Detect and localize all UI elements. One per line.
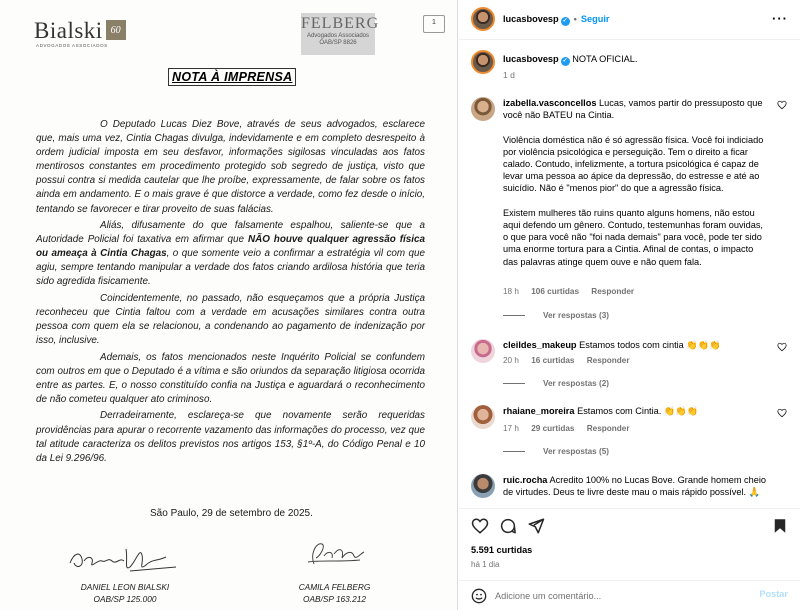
- comment-time: 20 h: [503, 356, 519, 365]
- avatar[interactable]: [471, 50, 495, 74]
- post-date: há 1 dia: [471, 560, 500, 569]
- like-comment-heart-icon[interactable]: [777, 100, 787, 110]
- comment-username[interactable]: rhaiane_moreira: [503, 406, 575, 416]
- view-replies-button[interactable]: Ver respostas (3): [503, 311, 609, 320]
- view-replies-button[interactable]: Ver respostas (5): [503, 447, 609, 456]
- paragraph: Derradeiramente, esclareça-se que novamente serão requeridas providências para apurar o recorrente vazamento das informações do processo, vez que tal atitude caracteriza os delitos previstos nos artigos 153, §1º-A, do Código Penal e 10 da Lei 9.296/96.: [36, 410, 425, 464]
- more-horizontal-icon[interactable]: ···: [772, 11, 788, 26]
- post-action-bar: [459, 508, 800, 538]
- avatar[interactable]: [471, 474, 495, 498]
- verified-badge-icon: ✓: [562, 58, 568, 64]
- follow-button[interactable]: Seguir: [580, 14, 610, 24]
- avatar[interactable]: [471, 405, 495, 429]
- verified-badge-icon: ✓: [562, 18, 568, 24]
- comment-likes[interactable]: 106 curtidas: [531, 287, 580, 296]
- reply-button[interactable]: Responder: [586, 356, 630, 365]
- post-comment-button[interactable]: Postar: [759, 589, 788, 599]
- reply-button[interactable]: Responder: [586, 424, 630, 433]
- bialski-logo: Bialski 60 ADVOGADOS ASSOCIADOS: [34, 20, 126, 42]
- header-username[interactable]: lucasbovesp: [503, 14, 559, 24]
- paragraph: Coincidentemente, no passado, não esqueçamos que a própria Justiça reconheceu que Cintia faltou com a verdade em acusações similares contra outra pessoa com quem ela se relacionou, a condenando ao pagamento de indenização por isso, inclusive.: [36, 292, 425, 347]
- paragraph: Aliás, difusamente do que falsamente espalhou, saliente-se que a Autoridade Policial foi taxativa em afirmar que NÃO houve qualquer agressão física ou ameaça à Cintia Chagas, o que somente veio a confirmar a estratégia vil com que agiu, sempre tentando manipular a verdade dos fatos criando ardilosa história que teria sido agredida fisicamente.: [36, 220, 426, 288]
- caption-username[interactable]: lucasbovesp: [503, 54, 559, 64]
- instagram-post-panel: lucasbovesp ✓ • Seguir ··· lucasbovesp ✓ NOTA OFICIAL. 1 d izabella.vasconcellos Lucas, vamos partir do pressuposto que você não BATEU na Cintia. Violência doméstica não é só agressão física. Você foi indiciado por violência psicológica e perseguição. Tem o direito a ficar calado. Contudo, infelizmente, a tortura psicológica é capaz de levar uma pessoa ao ápice da depressão, do estresse e até ao suicídio. Não é "menos pior" do que a agressão física. Existem mulheres tão ruins quanto alguns homens, não estou aqui defendo um gênero. Contudo, testemunhas foram ouvidas, o que para você não "foi nada demais" para você, pode ter sido uma enorme tortura para a Cintia. Afinal de contas, o impacto das palavras atinge quem ouve e não quem fala. 18 h 106 curtidas Responder Ver respostas (3) cleildes_makeup Estamos todos com cintia 👏👏👏 20 h 16 curtidas Responder Ver respostas (2) rhaiane_moreira Estamos com Cintia. 👏👏👏 17 h 29 curtidas Responder Ver respostas (5) ruic.rocha Acredito 100% no Lucas Bove. Grande homem cheio de virtudes. Deus te livre deste mau o mais rápido possível. 🙏 5.591 curtidas há 1 dia Adicione um comentário... Postar: [459, 0, 800, 610]
- paragraph: O Deputado Lucas Diez Bove, através de seus advogados, esclarece que, mais uma vez, Cintia Chagas divulga, indevidamente e em completo desrespeito à ordem judicial imposta em seu desfavor, informações sigilosas vinculadas aos fatos mentirosos constantes em procedimento protegido sob segredo de justiça, visto que possui contra si medida cautelar que lhe proíbe, expressamente, de falar sobre os fatos ainda em andamento. E o mais grave é que distorce a verdade, como fez desde o início, tentando se favorecer e tirar proveito de suas falácias.: [36, 119, 425, 215]
- comment-username[interactable]: cleildes_makeup: [503, 340, 577, 350]
- reply-button[interactable]: Responder: [591, 287, 635, 296]
- signer-block: CAMILA FELBERG OAB/SP 163.212: [298, 582, 371, 604]
- document-date: São Paulo, 29 de setembro de 2025.: [150, 508, 313, 519]
- comment-time: 18 h: [503, 287, 519, 296]
- caption-time: 1 d: [503, 70, 515, 80]
- paragraph: Ademais, os fatos mencionados neste Inquérito Policial se confundem com outros em que o Deputado é a vítima e são oriundos da separação litigiosa ocorrida entre as partes. E, o nosso constituído confia na Justiça e aguardará o reconhecimento de não cometeu qualquer ato criminoso.: [36, 351, 425, 405]
- page-number: 1: [423, 15, 445, 33]
- comment-time: 17 h: [503, 424, 519, 433]
- share-send-icon[interactable]: [527, 517, 545, 535]
- avatar[interactable]: [471, 97, 495, 121]
- emoji-smile-icon[interactable]: [471, 588, 487, 604]
- document-body: [36, 118, 425, 468]
- save-bookmark-icon[interactable]: [771, 517, 789, 535]
- comment-bubble-icon[interactable]: [499, 517, 517, 535]
- view-replies-button[interactable]: Ver respostas (2): [503, 379, 609, 388]
- signature-bialski: [66, 541, 186, 575]
- like-comment-heart-icon[interactable]: [777, 342, 787, 352]
- post-header: lucasbovesp ✓ • Seguir ···: [459, 0, 800, 40]
- add-comment-bar: [459, 580, 800, 610]
- signature-felberg: [300, 536, 370, 570]
- likes-count[interactable]: 5.591 curtidas: [471, 545, 533, 555]
- avatar[interactable]: [471, 7, 495, 31]
- comment-input[interactable]: [495, 588, 735, 604]
- caption-text: NOTA OFICIAL.: [572, 54, 638, 64]
- like-heart-icon[interactable]: [471, 517, 489, 535]
- comment-username[interactable]: ruic.rocha: [503, 475, 548, 485]
- like-comment-heart-icon[interactable]: [777, 408, 787, 418]
- avatar[interactable]: [471, 339, 495, 363]
- signer-block: DANIEL LEON BIALSKI OAB/SP 125.000: [80, 582, 170, 604]
- felberg-logo: FELBERG Advogados Associados OAB/SP 8826: [301, 13, 375, 55]
- comment-likes[interactable]: 29 curtidas: [531, 424, 575, 433]
- document-title: NOTA À IMPRENSA: [168, 68, 296, 86]
- comment-likes[interactable]: 16 curtidas: [531, 356, 575, 365]
- sixty-years-badge: 60: [106, 20, 126, 40]
- comment-username[interactable]: izabella.vasconcellos: [503, 98, 597, 108]
